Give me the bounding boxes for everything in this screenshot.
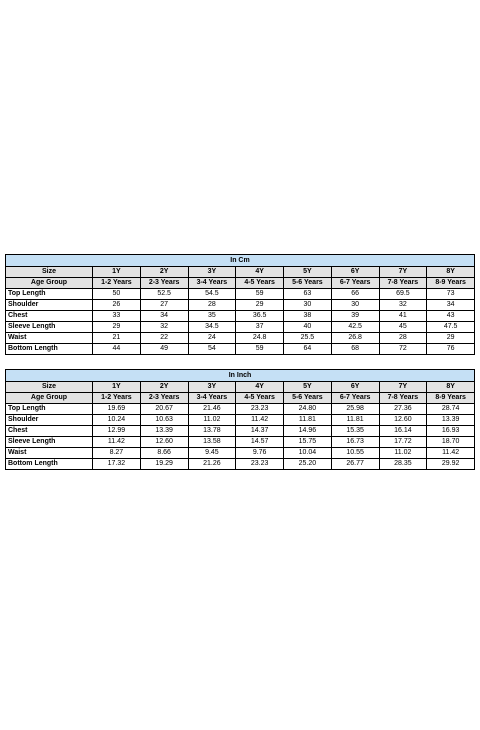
measurement-value: 42.5 — [331, 322, 379, 333]
measurement-value: 29.92 — [427, 459, 475, 470]
measurement-label: Sleeve Length — [6, 437, 93, 448]
table-title-row — [6, 370, 475, 382]
measurement-value: 25.98 — [331, 404, 379, 415]
measurement-value: 33 — [93, 311, 141, 322]
header-label: Size — [6, 382, 93, 393]
column-header: 1-2 Years — [93, 393, 141, 404]
measurement-value: 47.5 — [427, 322, 475, 333]
measurement-label: Sleeve Length — [6, 322, 93, 333]
measurement-value: 24.80 — [284, 404, 332, 415]
measurement-value: 17.32 — [93, 459, 141, 470]
table-title-row — [6, 255, 475, 267]
column-header: 4Y — [236, 382, 284, 393]
measurement-value: 15.35 — [331, 426, 379, 437]
column-header: 8Y — [427, 267, 475, 278]
measurement-value: 76 — [427, 344, 475, 355]
column-header: 2-3 Years — [140, 393, 188, 404]
measurement-value: 11.42 — [93, 437, 141, 448]
measurement-value: 39 — [331, 311, 379, 322]
measurement-value: 26.8 — [331, 333, 379, 344]
measurement-value: 72 — [379, 344, 427, 355]
measurement-value: 37 — [236, 322, 284, 333]
measurement-value: 68 — [331, 344, 379, 355]
column-header: 2Y — [140, 267, 188, 278]
column-header: 4Y — [236, 267, 284, 278]
column-header: 7-8 Years — [379, 393, 427, 404]
measurement-value: 16.93 — [427, 426, 475, 437]
size-chart-cm-table — [5, 254, 475, 355]
measurement-value: 30 — [331, 300, 379, 311]
measurement-label: Bottom Length — [6, 344, 93, 355]
column-header: 6-7 Years — [331, 278, 379, 289]
table-row — [6, 333, 475, 344]
measurement-value: 34 — [427, 300, 475, 311]
measurement-value: 59 — [236, 344, 284, 355]
column-header: 2Y — [140, 382, 188, 393]
measurement-value: 49 — [140, 344, 188, 355]
column-header: 1Y — [93, 267, 141, 278]
measurement-value: 34 — [140, 311, 188, 322]
table-row — [6, 344, 475, 355]
measurement-value: 9.45 — [188, 448, 236, 459]
table-row — [6, 415, 475, 426]
measurement-value: 12.99 — [93, 426, 141, 437]
measurement-value: 14.57 — [236, 437, 284, 448]
measurement-value: 36.5 — [236, 311, 284, 322]
measurement-value: 16.14 — [379, 426, 427, 437]
measurement-label: Chest — [6, 426, 93, 437]
column-header: 4-5 Years — [236, 393, 284, 404]
column-header: 7-8 Years — [379, 278, 427, 289]
measurement-value: 28 — [188, 300, 236, 311]
measurement-value: 13.58 — [188, 437, 236, 448]
column-header: 1Y — [93, 382, 141, 393]
measurement-value: 13.39 — [140, 426, 188, 437]
measurement-value: 13.78 — [188, 426, 236, 437]
measurement-value: 11.02 — [379, 448, 427, 459]
measurement-value: 63 — [284, 289, 332, 300]
measurement-value: 12.60 — [379, 415, 427, 426]
measurement-value: 29 — [236, 300, 284, 311]
measurement-value: 11.42 — [236, 415, 284, 426]
measurement-value: 13.39 — [427, 415, 475, 426]
measurement-label: Waist — [6, 333, 93, 344]
measurement-value: 20.67 — [140, 404, 188, 415]
measurement-value: 15.75 — [284, 437, 332, 448]
measurement-value: 54.5 — [188, 289, 236, 300]
measurement-value: 50 — [93, 289, 141, 300]
table-row — [6, 448, 475, 459]
measurement-value: 11.02 — [188, 415, 236, 426]
measurement-value: 24.8 — [236, 333, 284, 344]
measurement-label: Waist — [6, 448, 93, 459]
column-header: 6Y — [331, 267, 379, 278]
measurement-label: Chest — [6, 311, 93, 322]
column-header: 8-9 Years — [427, 393, 475, 404]
measurement-value: 66 — [331, 289, 379, 300]
size-header-row — [6, 382, 475, 393]
measurement-label: Top Length — [6, 289, 93, 300]
measurement-value: 41 — [379, 311, 427, 322]
measurement-value: 14.37 — [236, 426, 284, 437]
age-group-header-row — [6, 393, 475, 404]
measurement-value: 34.5 — [188, 322, 236, 333]
measurement-value: 43 — [427, 311, 475, 322]
table-row — [6, 289, 475, 300]
measurement-value: 52.5 — [140, 289, 188, 300]
measurement-value: 22 — [140, 333, 188, 344]
table-row — [6, 437, 475, 448]
measurement-value: 64 — [284, 344, 332, 355]
measurement-value: 73 — [427, 289, 475, 300]
column-header: 6-7 Years — [331, 393, 379, 404]
measurement-value: 19.29 — [140, 459, 188, 470]
measurement-value: 35 — [188, 311, 236, 322]
measurement-value: 25.20 — [284, 459, 332, 470]
table-row — [6, 426, 475, 437]
measurement-value: 28.35 — [379, 459, 427, 470]
measurement-value: 59 — [236, 289, 284, 300]
measurement-value: 23.23 — [236, 459, 284, 470]
column-header: 3-4 Years — [188, 393, 236, 404]
measurement-value: 23.23 — [236, 404, 284, 415]
measurement-value: 27.36 — [379, 404, 427, 415]
measurement-value: 8.66 — [140, 448, 188, 459]
measurement-value: 24 — [188, 333, 236, 344]
measurement-value: 21.26 — [188, 459, 236, 470]
table-row — [6, 311, 475, 322]
column-header: 2-3 Years — [140, 278, 188, 289]
measurement-value: 54 — [188, 344, 236, 355]
size-chart-inch-table — [5, 369, 475, 470]
measurement-value: 19.69 — [93, 404, 141, 415]
measurement-label: Top Length — [6, 404, 93, 415]
measurement-value: 69.5 — [379, 289, 427, 300]
header-label: Age Group — [6, 278, 93, 289]
measurement-label: Bottom Length — [6, 459, 93, 470]
measurement-value: 29 — [93, 322, 141, 333]
measurement-value: 12.60 — [140, 437, 188, 448]
measurement-label: Shoulder — [6, 415, 93, 426]
measurement-value: 11.81 — [331, 415, 379, 426]
measurement-value: 18.70 — [427, 437, 475, 448]
column-header: 5-6 Years — [284, 278, 332, 289]
header-label: Size — [6, 267, 93, 278]
measurement-value: 10.24 — [93, 415, 141, 426]
measurement-value: 38 — [284, 311, 332, 322]
column-header: 6Y — [331, 382, 379, 393]
column-header: 3Y — [188, 267, 236, 278]
measurement-value: 26.77 — [331, 459, 379, 470]
measurement-value: 21 — [93, 333, 141, 344]
column-header: 5Y — [284, 382, 332, 393]
column-header: 8Y — [427, 382, 475, 393]
table-title: In Inch — [6, 370, 475, 382]
measurement-value: 16.73 — [331, 437, 379, 448]
table-row — [6, 459, 475, 470]
age-group-header-row — [6, 278, 475, 289]
measurement-value: 10.55 — [331, 448, 379, 459]
measurement-value: 30 — [284, 300, 332, 311]
column-header: 7Y — [379, 267, 427, 278]
measurement-value: 32 — [140, 322, 188, 333]
measurement-label: Shoulder — [6, 300, 93, 311]
measurement-value: 9.76 — [236, 448, 284, 459]
measurement-value: 29 — [427, 333, 475, 344]
column-header: 4-5 Years — [236, 278, 284, 289]
header-label: Age Group — [6, 393, 93, 404]
table-row — [6, 322, 475, 333]
measurement-value: 8.27 — [93, 448, 141, 459]
measurement-value: 28.74 — [427, 404, 475, 415]
table-title: In Cm — [6, 255, 475, 267]
measurement-value: 14.96 — [284, 426, 332, 437]
column-header: 1-2 Years — [93, 278, 141, 289]
column-header: 7Y — [379, 382, 427, 393]
measurement-value: 11.42 — [427, 448, 475, 459]
measurement-value: 27 — [140, 300, 188, 311]
table-row — [6, 300, 475, 311]
table-row — [6, 404, 475, 415]
measurement-value: 40 — [284, 322, 332, 333]
measurement-value: 17.72 — [379, 437, 427, 448]
column-header: 8-9 Years — [427, 278, 475, 289]
column-header: 5Y — [284, 267, 332, 278]
measurement-value: 45 — [379, 322, 427, 333]
measurement-value: 11.81 — [284, 415, 332, 426]
measurement-value: 26 — [93, 300, 141, 311]
measurement-value: 32 — [379, 300, 427, 311]
measurement-value: 44 — [93, 344, 141, 355]
measurement-value: 21.46 — [188, 404, 236, 415]
column-header: 3-4 Years — [188, 278, 236, 289]
column-header: 5-6 Years — [284, 393, 332, 404]
measurement-value: 25.5 — [284, 333, 332, 344]
size-header-row — [6, 267, 475, 278]
column-header: 3Y — [188, 382, 236, 393]
measurement-value: 10.63 — [140, 415, 188, 426]
measurement-value: 10.04 — [284, 448, 332, 459]
measurement-value: 28 — [379, 333, 427, 344]
